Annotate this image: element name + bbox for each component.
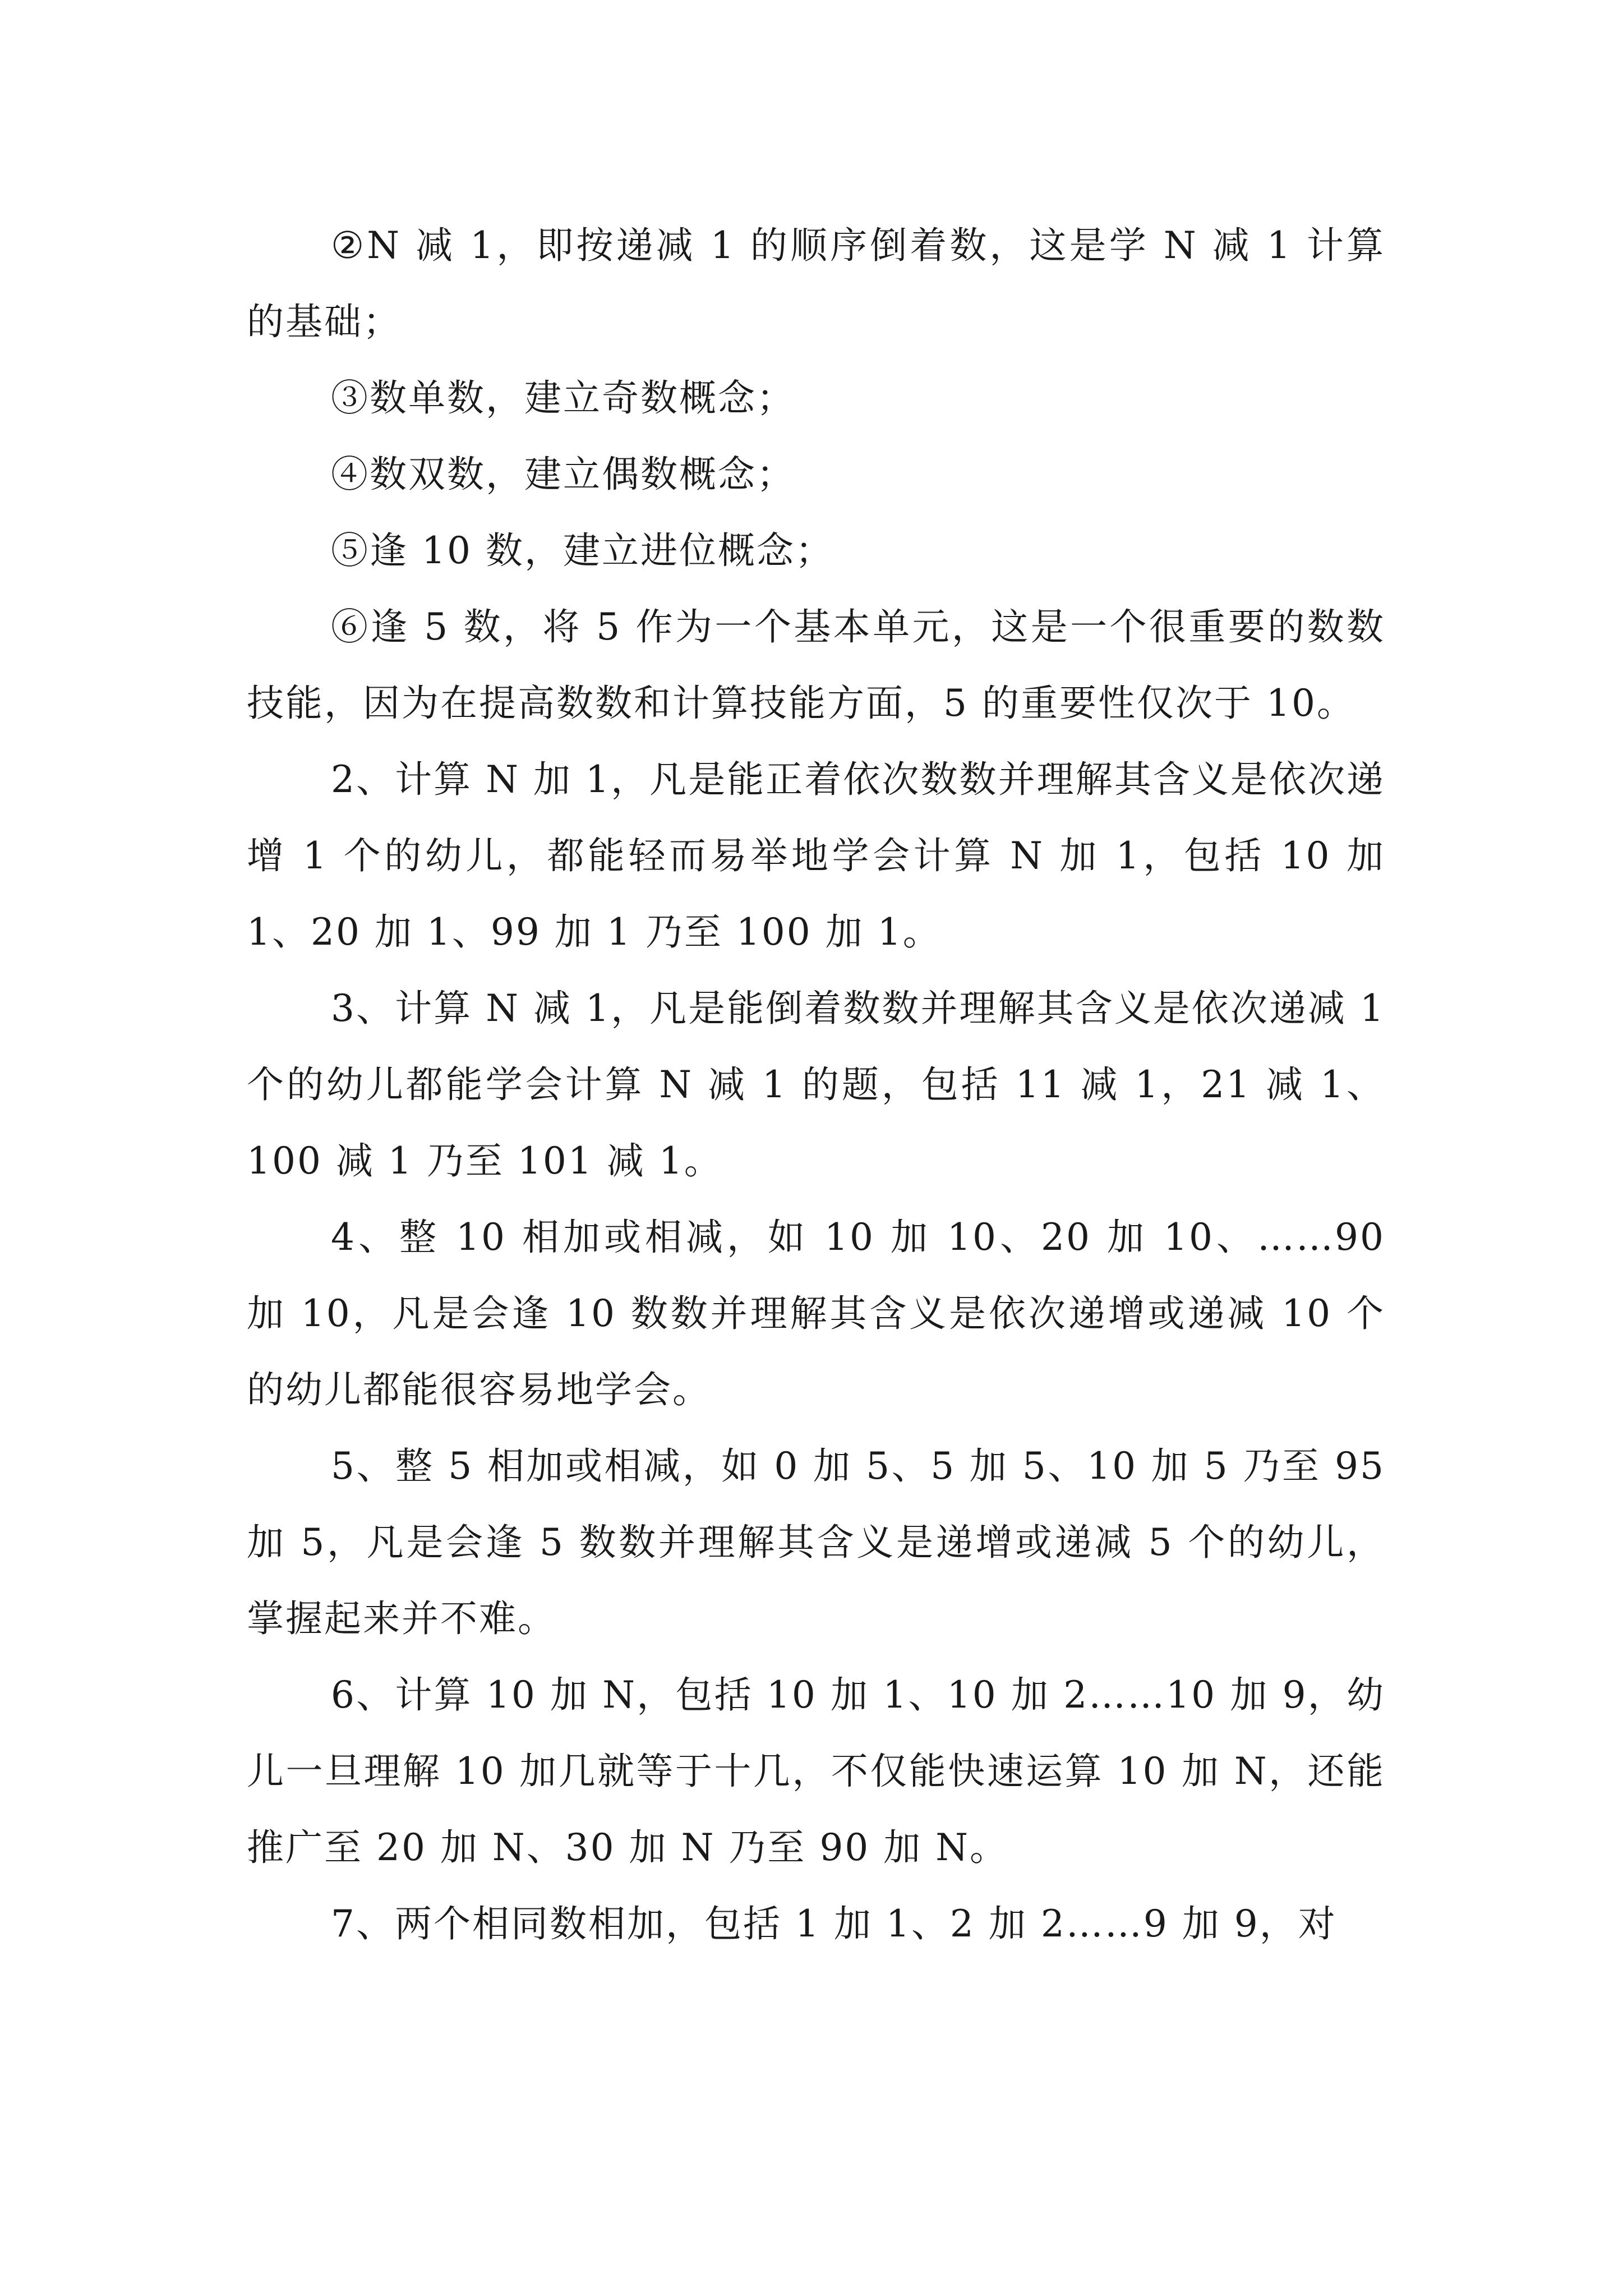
paragraph-fives-add-subtract: 5、整 5 相加或相减，如 0 加 5、5 加 5、10 加 5 乃至 95 加 5，凡是会逢 5 数数并理解其含义是递增或递减 5 个的幼儿，掌握起来并不难。	[247, 1444, 1385, 1640]
document-body	[247, 208, 1385, 1962]
paragraph-count-backward: ②N 减 1，即按递减 1 的顺序倒着数，这是学 N 减 1 计算的基础；	[247, 224, 1385, 343]
paragraph-odd-numbers: ③数单数，建立奇数概念；	[331, 376, 795, 420]
paragraph-count-by-five: ⑥逢 5 数，将 5 作为一个基本单元，这是一个很重要的数数技能，因为在提高数数和计算技能方面，5 的重要性仅次于 10。	[247, 605, 1385, 725]
paragraph-count-by-ten: ⑤逢 10 数，建立进位概念；	[331, 529, 834, 572]
paragraph-doubles: 7、两个相同数相加，包括 1 加 1、2 加 2……9 加 9，对	[331, 1902, 1337, 1945]
paragraph-n-plus-one: 2、计算 N 加 1，凡是能正着依次数数并理解其含义是依次递增 1 个的幼儿，都能轻而易举地学会计算 N 加 1，包括 10 加 1、20 加 1、99 加 1 乃至 100 加 1。	[247, 758, 1385, 954]
paragraph-ten-plus-n: 6、计算 10 加 N，包括 10 加 1、10 加 2……10 加 9，幼儿一旦理解 10 加几就等于十几，不仅能快速运算 10 加 N，还能推广至 20 加 N、30 加 N 乃至 90 加 N。	[247, 1673, 1385, 1869]
paragraph-tens-add-subtract: 4、整 10 相加或相减，如 10 加 10、20 加 10、……90 加 10，凡是会逢 10 数数并理解其含义是依次递增或递减 10 个的幼儿都能很容易地学会。	[247, 1216, 1385, 1411]
paragraph-n-minus-one: 3、计算 N 减 1，凡是能倒着数数并理解其含义是依次递减 1 个的幼儿都能学会计算 N 减 1 的题，包括 11 减 1，21 减 1、100 减 1 乃至 101 减 1。	[247, 987, 1385, 1182]
paragraph-even-numbers: ④数双数，建立偶数概念；	[331, 453, 795, 496]
